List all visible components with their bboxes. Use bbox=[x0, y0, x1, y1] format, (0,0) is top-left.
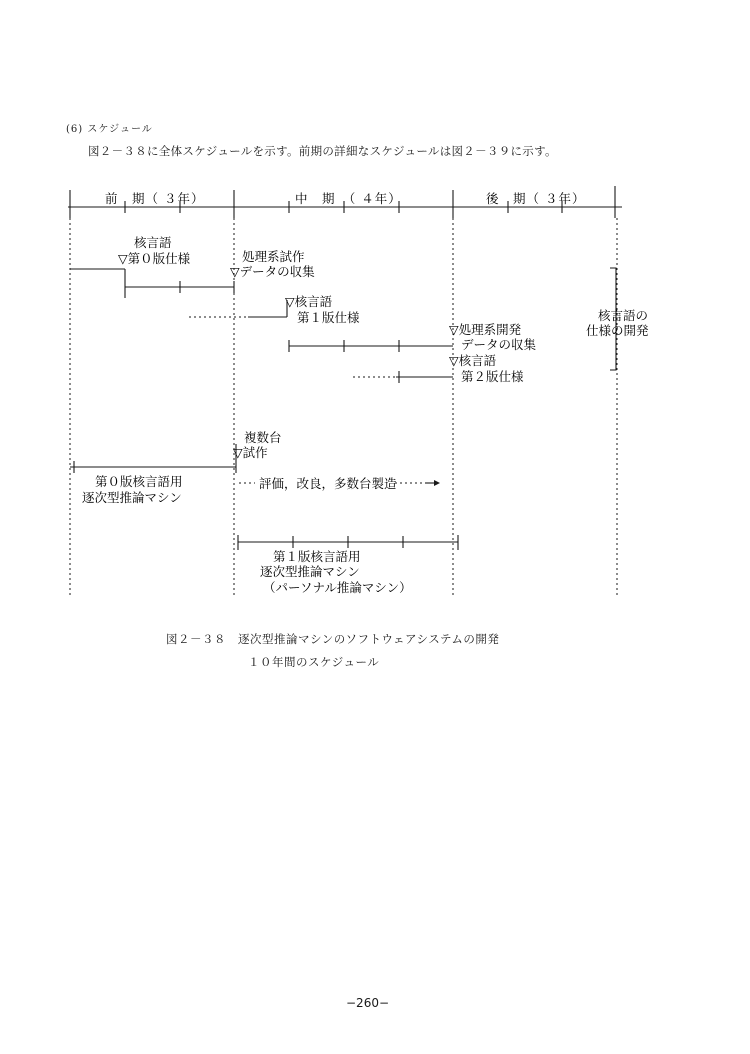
label-multi-prototype: ▽試作 bbox=[233, 445, 268, 460]
figure-caption: 図２－３８ 逐次型推論マシンのソフトウェアシステムの開発 bbox=[166, 632, 500, 646]
label-machine1-type: 逐次型推論マシン bbox=[260, 564, 360, 579]
label-data-collection: ▽データの収集 bbox=[230, 264, 315, 279]
label-proc-prototype: 処理系試作 bbox=[242, 249, 305, 264]
figure-caption-sub: １０年間のスケジュール bbox=[248, 655, 380, 669]
label-multi-unit: 複数台 bbox=[244, 430, 282, 445]
period-middle: 中 期 （ ４年） bbox=[295, 191, 402, 206]
label-kernel-v2-spec: 第２版仕様 bbox=[461, 369, 524, 384]
label-machine1: 第１版核言語用 bbox=[273, 549, 361, 564]
label-machine1-psi: （パーソナル推論マシン） bbox=[263, 580, 412, 595]
label-kernel-v0: 核言語 bbox=[134, 235, 172, 250]
page-number: −260− bbox=[346, 996, 390, 1010]
intro-text: 図２－３８に全体スケジュールを示す。前期の詳細なスケジュールは図２－３９に示す。 bbox=[88, 144, 557, 158]
label-spec-dev-2: 仕様の開発 bbox=[586, 323, 649, 338]
label-spec-dev: 核言語の bbox=[598, 308, 649, 323]
label-data-collection-2: データの収集 bbox=[461, 337, 537, 352]
period-early: 前 期（ ３年） bbox=[105, 191, 205, 206]
label-proc-dev: ▽処理系開発 bbox=[449, 322, 522, 337]
label-kernel-v1: ▽核言語 bbox=[285, 294, 333, 309]
label-machine0-type: 逐次型推論マシン bbox=[82, 490, 182, 505]
label-machine0: 第０版核言語用 bbox=[95, 474, 183, 489]
period-late: 後 期（ ３年） bbox=[486, 191, 586, 206]
label-kernel-v1-spec: 第１版仕様 bbox=[297, 310, 360, 325]
label-kernel-v2: ▽核言語 bbox=[449, 353, 497, 368]
label-evaluation: 評価，改良，多数台製造 bbox=[259, 476, 397, 491]
section-heading: (6) スケジュール bbox=[66, 124, 153, 135]
label-kernel-v0-spec: ▽第０版仕様 bbox=[118, 251, 191, 266]
